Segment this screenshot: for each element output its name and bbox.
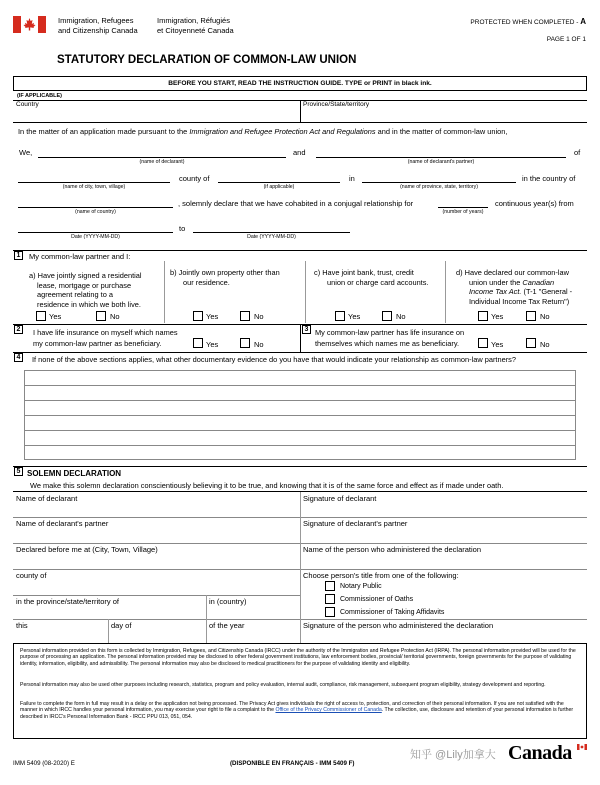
option-a-line4: residence in which we both live. <box>37 299 141 309</box>
section-3-no-checkbox[interactable] <box>526 338 536 348</box>
country-line-input[interactable] <box>18 207 173 208</box>
option-b-line1: b) Jointly own property other than <box>170 268 280 277</box>
option-a-yes-checkbox[interactable] <box>36 311 46 321</box>
commissioner-affidavits-checkbox[interactable] <box>325 607 335 617</box>
date-from-input[interactable] <box>18 232 173 233</box>
date-to-input[interactable] <box>193 232 350 233</box>
name-administered-label: Name of the person who administered the declaration <box>303 545 482 554</box>
province-label: Province/State/territory <box>303 101 370 108</box>
option-d-line3-italic: Income Tax Act. <box>469 287 522 297</box>
matter-text-2: and in the matter of common-law union, <box>375 127 508 136</box>
partner-name-caption: (name of declarant's partner) <box>407 159 475 165</box>
of-label: of <box>574 148 581 157</box>
dept-fr-line2: et Citoyenneté Canada <box>157 25 234 35</box>
if-applicable-label: (IF APPLICABLE) <box>17 93 63 99</box>
declarant-name-caption: (name of declarant) <box>139 159 185 165</box>
option-b-text <box>170 268 280 287</box>
option-a-no-label: No <box>110 312 120 321</box>
signature-declarant-input[interactable] <box>302 503 586 515</box>
in-province-label: in the province/state/territory of <box>16 597 119 606</box>
option-b-line2: our residence. <box>183 277 230 287</box>
province-line-input[interactable] <box>362 182 516 183</box>
privacy-paragraph-1: Personal information provided on this form is collected by Immigration, Refugees, and Citizenship Canada (IRCC) under the authority of the Immigration and Refugee Protection Act (IRPA). The personal information provided will be used for the purpose of processing an application. The personal information provided may be disclosed to other federal government institutions, law enforcement bodies, provincial/ territorial governments, foreign governments for the purpose of validating identity, information, eligibility, and admissibility. The personal information may also be disclosed to medical practitioners for the purpose of validating identity and eligibility. <box>20 648 576 667</box>
section-3-yes-label: Yes <box>491 340 504 349</box>
section-2-line1: I have life insurance on myself which names <box>33 328 178 337</box>
in-country-input[interactable] <box>208 606 298 617</box>
county-of-label: county of <box>179 174 210 183</box>
in-label: in <box>349 174 355 183</box>
option-d-yes-label: Yes <box>491 312 504 321</box>
country-caption: (name of country) <box>75 209 116 215</box>
option-c-no-label: No <box>396 312 406 321</box>
section-3-line1: My common-law partner has life insurance on <box>315 328 465 337</box>
form-id: IMM 5409 (08-2020) E <box>13 760 75 767</box>
section-3-number: 3 <box>302 325 311 334</box>
watermark: 知乎 @Lily加拿大 <box>410 749 496 761</box>
protected-label <box>470 17 586 26</box>
privacy-paragraph-3a: Failure to complete the form in full may result in a delay or the application not being processed. The Privacy Act gives individuals the right of access to, protection, and correction of their personal information. If you are not satisfied with the manner in which IRCC handles your personal information, you may exercise your right to file a complaint to the <box>20 701 564 714</box>
section-2-line2: my common-law partner as beneficiary. <box>33 338 162 348</box>
notary-public-checkbox[interactable] <box>325 581 335 591</box>
signature-partner-label: Signature of declarant's partner <box>303 519 408 528</box>
section-2-no-checkbox[interactable] <box>240 338 250 348</box>
name-declarant-input[interactable] <box>14 503 298 515</box>
signature-partner-input[interactable] <box>302 528 586 540</box>
section-2-yes-label: Yes <box>206 340 219 349</box>
this-label: this <box>16 621 28 630</box>
in-province-input[interactable] <box>14 606 204 617</box>
option-d-line2-italic: Canadian <box>522 277 555 287</box>
matter-text-1: In the matter of an application made pursuant to the <box>18 127 190 136</box>
city-input[interactable] <box>18 182 170 183</box>
declared-before-label: Declared before me at (City, Town, Village) <box>16 545 158 554</box>
section-5-title: SOLEMN DECLARATION <box>27 469 122 478</box>
wordmark-flag-icon <box>577 743 587 749</box>
section-5-text: We make this solemn declaration conscientiously believing it to be true, and knowing that it is of the same force and effect as if made under oath. <box>30 481 504 490</box>
to-label: to <box>179 224 186 233</box>
year-input[interactable] <box>208 630 298 642</box>
option-d-line4: Individual Income Tax Return") <box>469 296 570 306</box>
day-of-label: day of <box>111 621 132 630</box>
canada-wordmark <box>508 742 572 765</box>
section-2-number: 2 <box>14 325 23 334</box>
matter-text <box>18 127 507 136</box>
signature-declarant-label: Signature of declarant <box>303 494 377 503</box>
solemnly-declare-text: , solemnly declare that we have cohabited in a conjugal relationship for <box>178 199 414 208</box>
section-2-text <box>33 328 178 349</box>
option-a-no-checkbox[interactable] <box>96 311 106 321</box>
privacy-commissioner-link[interactable]: Office of the Privacy Commissioner of Canada <box>275 707 382 714</box>
county-input[interactable] <box>218 182 340 183</box>
page-number: PAGE 1 OF 1 <box>546 36 586 43</box>
option-a-line3: agreement relating to a <box>37 290 114 300</box>
country-label: Country <box>16 101 39 108</box>
privacy-notice <box>13 643 587 739</box>
province-caption: (name of province, state, territory) <box>400 184 478 190</box>
signature-administered-input[interactable] <box>302 630 586 642</box>
protected-level: A <box>580 17 586 26</box>
name-partner-input[interactable] <box>14 528 298 540</box>
continuous-years-label: continuous year(s) from <box>495 199 574 208</box>
option-d-line1: d) Have declared our common-law <box>456 268 569 277</box>
of-the-year-label: of the year <box>209 621 245 630</box>
option-c-no-checkbox[interactable] <box>382 311 392 321</box>
years-input[interactable] <box>438 207 488 208</box>
option-b-no-label: No <box>254 312 264 321</box>
declared-before-input[interactable] <box>14 554 298 566</box>
province-input[interactable] <box>302 108 586 120</box>
section-2-yes-checkbox[interactable] <box>193 338 203 348</box>
section-1-intro: My common-law partner and I: <box>29 252 131 261</box>
privacy-paragraph-3 <box>20 701 582 720</box>
section-4-number: 4 <box>14 353 23 362</box>
commissioner-oaths-checkbox[interactable] <box>325 594 335 604</box>
date-to-caption: Date (YYYY-MM-DD) <box>247 234 296 240</box>
years-caption: (number of years) <box>442 209 484 215</box>
commissioner-affidavits-label: Commissioner of Taking Affidavits <box>340 609 445 616</box>
and-label: and <box>293 148 306 157</box>
canada-flag-icon <box>13 16 46 33</box>
dept-name-fr <box>157 16 234 35</box>
choose-title-label: Choose person's title from one of the following: <box>303 571 459 580</box>
this-day-input[interactable] <box>14 630 108 642</box>
option-c-line2: union or charge card accounts. <box>327 277 429 287</box>
option-b-yes-label: Yes <box>206 312 219 321</box>
dept-en-line2: and Citizenship Canada <box>58 25 138 35</box>
option-b-no-checkbox[interactable] <box>240 311 250 321</box>
date-from-caption: Date (YYYY-MM-DD) <box>71 234 120 240</box>
county-caption: (if applicable) <box>263 184 295 190</box>
section-5-number: 5 <box>14 467 23 476</box>
dept-fr-line1: Immigration, Réfugiés <box>157 16 230 25</box>
commissioner-oaths-label: Commissioner of Oaths <box>340 596 414 603</box>
section-3-no-label: No <box>540 340 550 349</box>
privacy-paragraph-3b: . The collection, use, disclosure and retention of your personal information is further described in IRCC's Personal Information Bank - IRCC PPU 013, 051, 054. <box>20 707 574 720</box>
option-c-line1: c) Have joint bank, trust, credit <box>314 268 414 277</box>
city-caption: (name of city, town, village) <box>62 184 126 190</box>
section-3-yes-checkbox[interactable] <box>478 338 488 348</box>
instruction-text: BEFORE YOU START, READ THE INSTRUCTION GUIDE. TYPE or PRINT in black ink. <box>168 80 432 87</box>
instruction-bar <box>13 76 587 91</box>
french-version-note: (DISPONIBLE EN FRANÇAIS - IMM 5409 F) <box>230 760 355 767</box>
matter-text-italic: Immigration and Refugee Protection Act and Regulations <box>189 127 376 136</box>
option-d-line2: union under the <box>469 277 523 287</box>
option-d-line3: (T-1 "General - <box>521 287 573 297</box>
option-a-yes-label: Yes <box>49 312 62 321</box>
option-a-line1: a) Have jointly signed a residential <box>29 271 142 280</box>
dept-name-en <box>58 16 138 35</box>
declarant-name-input[interactable] <box>38 157 286 158</box>
option-a-line2: lease, mortgage or purchase <box>37 280 132 290</box>
option-c-text <box>314 268 428 287</box>
section-3-line2: themselves which names me as beneficiary. <box>315 338 460 348</box>
protected-text: PROTECTED WHEN COMPLETED - <box>470 19 581 26</box>
we-label: We, <box>19 148 33 157</box>
section-4-question: If none of the above sections applies, what other documentary evidence do you have that would indicate your relationship as common-law partners? <box>32 355 516 364</box>
in-country-of-label: in the country of <box>522 174 576 183</box>
county-of-field-input[interactable] <box>14 580 298 592</box>
option-a-text <box>29 271 142 309</box>
canada-wordmark-text: Canada <box>508 742 572 764</box>
option-d-no-checkbox[interactable] <box>526 311 536 321</box>
signature-administered-label: Signature of the person who administered the declaration <box>303 621 494 630</box>
section-2-no-label: No <box>254 340 264 349</box>
section-1-number: 1 <box>14 251 23 260</box>
name-partner-label: Name of declarant's partner <box>16 519 109 528</box>
evidence-textarea[interactable] <box>24 370 576 460</box>
option-d-no-label: No <box>540 312 550 321</box>
notary-public-label: Notary Public <box>340 583 382 590</box>
option-b-yes-checkbox[interactable] <box>193 311 203 321</box>
county-of-field-label: county of <box>16 571 47 580</box>
partner-name-input[interactable] <box>316 157 566 158</box>
day-of-input[interactable] <box>110 630 204 642</box>
option-d-text <box>456 268 572 306</box>
country-input[interactable] <box>14 108 298 120</box>
name-administered-input[interactable] <box>302 554 586 566</box>
option-c-yes-label: Yes <box>348 312 361 321</box>
option-c-yes-checkbox[interactable] <box>335 311 345 321</box>
section-3-text <box>315 328 464 349</box>
page-title: STATUTORY DECLARATION OF COMMON-LAW UNION <box>57 54 357 66</box>
privacy-paragraph-2: Personal information may also be used other purposes including research, statistics, program and policy evaluation, internal audit, compliance, risk management, subsequent program eligibility, strategy development and reporting. <box>20 682 546 688</box>
option-d-yes-checkbox[interactable] <box>478 311 488 321</box>
name-declarant-label: Name of declarant <box>16 494 78 503</box>
dept-en-line1: Immigration, Refugees <box>58 16 134 25</box>
in-country-label: in (country) <box>209 597 247 606</box>
